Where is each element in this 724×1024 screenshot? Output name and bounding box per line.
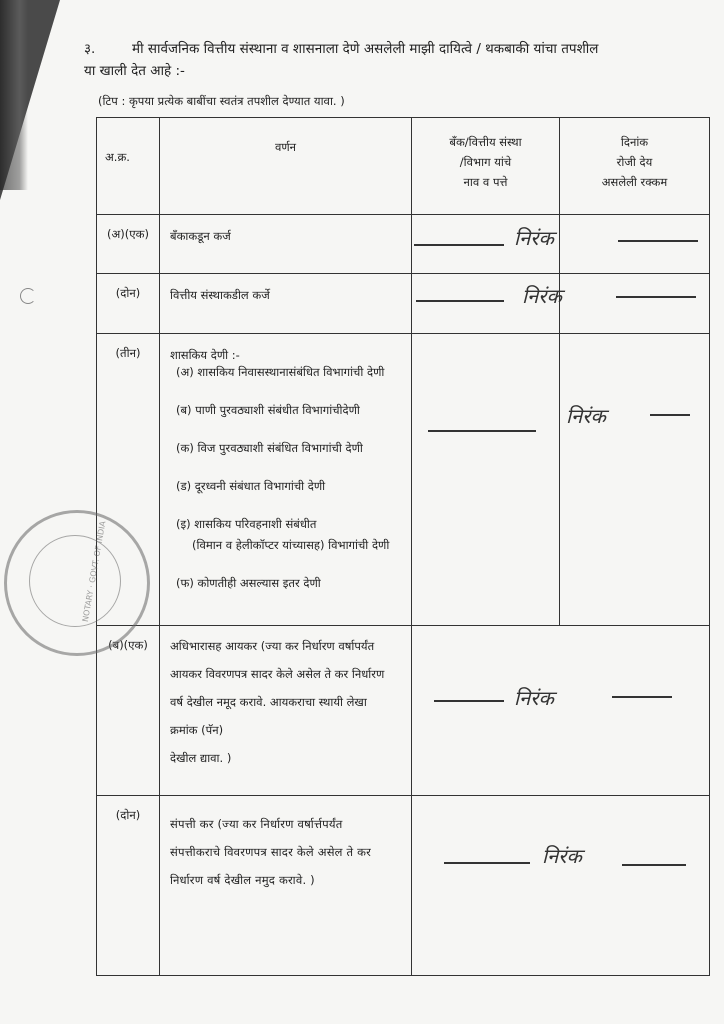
notary-stamp xyxy=(4,510,150,656)
row-description xyxy=(160,334,412,626)
row-bank-cell xyxy=(412,334,560,626)
row-amount-cell xyxy=(560,334,710,626)
dash-line xyxy=(622,864,686,866)
notary-stamp-text: NOTARY · GOVT. OF INDIA xyxy=(80,520,108,623)
handwritten-mark: निरंक xyxy=(542,844,582,868)
row-description-title: शासकिय देणी :- xyxy=(170,348,240,362)
header-bank-line-1: बँक/वित्तीय संस्था xyxy=(449,135,522,149)
handwritten-mark: निरंक xyxy=(514,686,554,710)
section-number: ३. xyxy=(84,41,96,57)
row-description xyxy=(160,626,412,796)
row-merged-cell xyxy=(412,626,710,796)
heading-line-2: या खाली देत आहे :- xyxy=(84,63,185,79)
dash-line xyxy=(414,244,504,246)
section-heading xyxy=(84,38,704,82)
dash-line xyxy=(612,696,672,698)
desc-line-5: देखील द्यावा. ) xyxy=(170,751,232,765)
table-row xyxy=(97,215,710,274)
desc-line-2: आयकर विवरणपत्र सादर केले असेल ते कर निर्धारण xyxy=(170,667,385,681)
header-bank xyxy=(412,118,560,215)
sub-item-d: (ड) दूरध्वनी संबंधात विभागांची देणी xyxy=(176,479,326,493)
desc-line-3: निर्धारण वर्ष देखील नमुद करावे. ) xyxy=(170,873,315,887)
desc-line-1: अधिभारासह आयकर (ज्या कर निर्धारण वर्षापर्यंत xyxy=(170,639,375,653)
punch-hole-mark xyxy=(20,288,36,304)
desc-line-4: क्रमांक (पॅन) xyxy=(170,723,224,737)
row-code: (दोन) xyxy=(97,796,160,976)
sub-item-c: (क) विज पुरवठ्याशी संबंधित विभागांची देणी xyxy=(176,441,363,455)
liabilities-table xyxy=(96,117,710,976)
dash-line xyxy=(618,240,698,242)
sub-item-e-line-2: (विमान व हेलीकॉप्टर यांच्यासह) विभागांची देणी xyxy=(192,538,390,552)
row-merged-cell xyxy=(412,796,710,976)
table-row xyxy=(97,626,710,796)
sub-item-a: (अ) शासकिय निवासस्थानासंबंधित विभागांची देणी xyxy=(176,365,385,379)
header-date-line-3: असलेली रक्कम xyxy=(601,175,668,189)
header-description: वर्णन xyxy=(160,118,412,215)
header-date-line-1: दिनांक xyxy=(620,135,649,149)
dash-line xyxy=(434,700,504,702)
heading-line-1: मी सार्वजनिक वित्तीय संस्थाना व शासनाला देणे असलेली माझी दायित्वे / थकबाकी यांचा तपशील xyxy=(132,41,599,57)
header-date xyxy=(560,118,710,215)
desc-line-2: संपत्तीकराचे विवरणपत्र सादर केले असेल ते कर xyxy=(170,845,372,859)
note-text: (टिप : कृपया प्रत्येक बाबींचा स्वतंत्र तपशील देण्यात यावा. ) xyxy=(98,94,345,108)
row-description: बँकाकडून कर्ज xyxy=(160,215,412,274)
row-code: (ब)(एक) xyxy=(97,626,160,796)
table-header-row xyxy=(97,118,710,215)
header-serial: अ.क्र. xyxy=(97,118,160,215)
dash-line xyxy=(650,414,690,416)
row-code: (अ)(एक) xyxy=(97,215,160,274)
row-amount-cell xyxy=(560,274,710,334)
table-row xyxy=(97,334,710,626)
handwritten-mark: निरंक xyxy=(522,284,562,308)
sub-item-f: (फ) कोणतीही असल्यास इतर देणी xyxy=(176,576,321,590)
page-fold-edge xyxy=(0,0,28,190)
row-description: वित्तीय संस्थाकडील कर्जे xyxy=(160,274,412,334)
sub-item-e-line-1: (इ) शासकिय परिवहनाशी संबंधीत xyxy=(176,517,317,531)
row-code: (तीन) xyxy=(97,334,160,626)
header-date-line-2: रोजी देय xyxy=(616,155,653,169)
row-description xyxy=(160,796,412,976)
row-amount-cell xyxy=(560,215,710,274)
dash-line xyxy=(428,430,536,432)
table-row xyxy=(97,796,710,976)
dash-line xyxy=(616,296,696,298)
header-bank-line-3: नाव व पत्ते xyxy=(463,175,508,189)
desc-line-1: संपत्ती कर (ज्या कर निर्धारण वर्षार्त्तपर्यंत xyxy=(170,817,343,831)
header-bank-line-2: /विभाग यांचे xyxy=(459,155,512,169)
dash-line xyxy=(416,300,504,302)
table-row xyxy=(97,274,710,334)
sub-item-b: (ब) पाणी पुरवठ्याशी संबंधीत विभागांचीदेणी xyxy=(176,403,360,417)
handwritten-mark: निरंक xyxy=(514,226,554,250)
row-code: (दोन) xyxy=(97,274,160,334)
desc-line-3: वर्ष देखील नमूद करावे. आयकराचा स्थायी लेखा xyxy=(170,695,367,709)
handwritten-mark: निरंक xyxy=(566,404,606,428)
dash-line xyxy=(444,862,530,864)
notary-stamp-inner-ring xyxy=(29,535,121,627)
